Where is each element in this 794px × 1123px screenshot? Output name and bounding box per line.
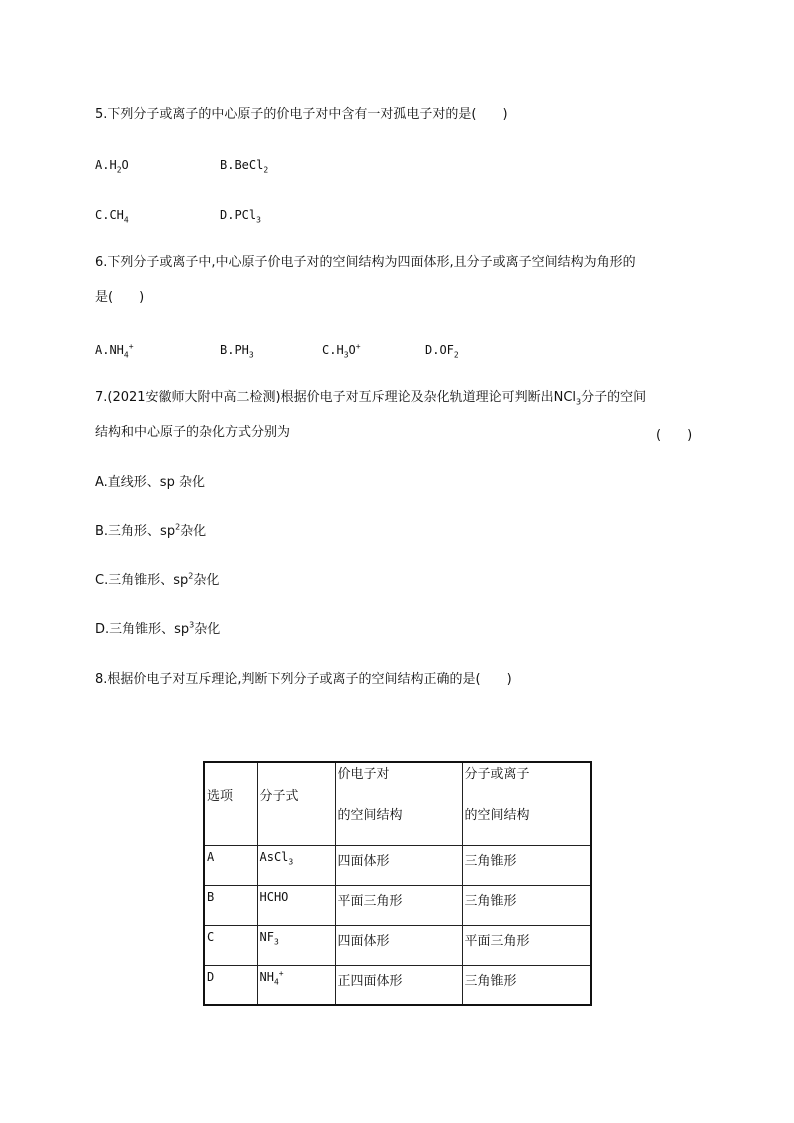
q6-stem-line1: 6.下列分子或离子中,中心原子价电子对的空间结构为四面体形,且分子或离子空间结构为角形的 <box>95 255 636 270</box>
cell-option: C <box>204 925 257 965</box>
q5-option-c[interactable]: $C.CH_4$ <box>95 208 129 225</box>
header-pair-shape: 价电子对 的空间结构 <box>335 762 462 845</box>
cell-pair-shape: 平面三角形 <box>335 885 462 925</box>
header-mol-shape: 分子或离子 的空间结构 <box>462 762 591 845</box>
cell-formula: $NH_4^+$ <box>257 965 335 1005</box>
q5-stem: 5.下列分子或离子的中心原子的价电子对中含有一对孤电子对的是( ) <box>95 107 508 122</box>
q7-stem-line1: 7.(2021安徽师大附中高二检测)根据价电子对互斥理论及杂化轨道理论可判断出NCl$_3$分子的空间 <box>95 390 647 407</box>
header-formula: 分子式 <box>257 762 335 845</box>
cell-formula: $NF_3$ <box>257 925 335 965</box>
q6-option-b[interactable]: $B.PH_3$ <box>220 343 254 360</box>
cell-mol-shape: 三角锥形 <box>462 965 591 1005</box>
table-row[interactable] <box>204 925 591 965</box>
cell-mol-shape: 三角锥形 <box>462 845 591 885</box>
q5-option-a[interactable]: $A.H_2O$ <box>95 158 129 175</box>
q6-option-a[interactable]: $A.NH_4^+$ <box>95 342 134 360</box>
cell-formula: HCHO <box>257 885 335 925</box>
q7-option-b[interactable]: B.三角形、$sp^2$杂化 <box>95 522 207 539</box>
cell-mol-shape: 平面三角形 <box>462 925 591 965</box>
cell-formula: AsCl$_3$ <box>257 845 335 885</box>
table-header-row <box>204 762 591 845</box>
q6-option-c[interactable]: $C.H_3O^+$ <box>322 342 361 360</box>
q6-option-d[interactable]: $D.OF_2$ <box>425 343 459 360</box>
cell-mol-shape: 三角锥形 <box>462 885 591 925</box>
cell-option: A <box>204 845 257 885</box>
table-row[interactable] <box>204 965 591 1005</box>
q7-stem-line2: 结构和中心原子的杂化方式分别为 <box>95 425 291 440</box>
cell-pair-shape: 正四面体形 <box>335 965 462 1005</box>
q6-stem-line2: 是( ) <box>95 290 145 305</box>
q5-option-d[interactable]: D.PCl$_3$ <box>220 208 261 225</box>
table-row[interactable] <box>204 885 591 925</box>
cell-option: B <box>204 885 257 925</box>
q8-stem: 8.根据价电子对互斥理论,判断下列分子或离子的空间结构正确的是( ) <box>95 672 512 687</box>
q7-option-a[interactable]: A.直线形、sp 杂化 <box>95 475 205 490</box>
cell-pair-shape: 四面体形 <box>335 925 462 965</box>
cell-pair-shape: 四面体形 <box>335 845 462 885</box>
header-option: 选项 <box>204 762 257 845</box>
q7-option-c[interactable]: C.三角锥形、$sp^2$杂化 <box>95 571 220 588</box>
cell-option: D <box>204 965 257 1005</box>
table-row[interactable] <box>204 845 591 885</box>
q8-options-table <box>203 761 592 1006</box>
q7-answer-paren: ( ) <box>656 428 693 443</box>
q7-option-d[interactable]: D.三角锥形、$sp^3$杂化 <box>95 620 221 637</box>
q5-option-b[interactable]: B.BeCl$_2$ <box>220 158 269 175</box>
